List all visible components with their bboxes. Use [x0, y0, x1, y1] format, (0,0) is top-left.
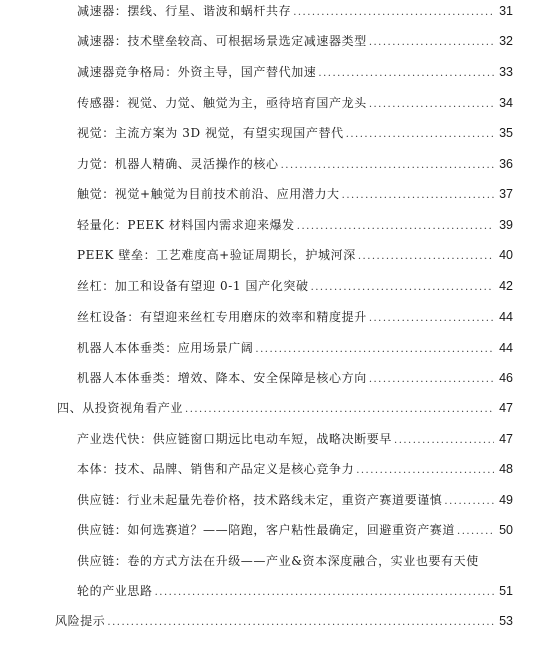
toc-entry[interactable]	[0, 367, 549, 389]
toc-page-number: 35	[499, 126, 513, 140]
toc-leader-dots	[369, 94, 494, 116]
toc-entry[interactable]	[0, 30, 549, 52]
toc-page-number: 40	[499, 248, 513, 262]
toc-page-number: 36	[499, 157, 513, 171]
toc-leader-dots	[369, 308, 494, 330]
toc-entry-title: 供应链：如何选赛道？——陪跑，客户粘性最确定，回避重资产赛道	[77, 523, 456, 537]
toc-page-number: 44	[499, 310, 513, 324]
toc-page-number: 42	[499, 279, 513, 293]
toc-leader-dots	[444, 491, 494, 513]
toc-entry-title: 丝杠：加工和设备有望迎 0-1 国产化突破	[77, 279, 309, 293]
toc-section-title: 四、从投资视角看产业	[57, 401, 184, 415]
toc-page-number: 44	[499, 341, 513, 355]
toc-leader-dots	[342, 185, 494, 207]
toc-entry[interactable]	[0, 122, 549, 144]
toc-entry[interactable]	[0, 489, 549, 511]
toc-entry-title: 视觉：主流方案为 3D 视觉，有望实现国产替代	[77, 126, 344, 140]
toc-entry[interactable]	[0, 337, 549, 359]
toc-page-number: 39	[499, 218, 513, 232]
toc-entry[interactable]	[0, 275, 549, 297]
toc-page-number: 46	[499, 371, 513, 385]
toc-entry-title: 减速器：摆线、行星、谐波和蜗杆共存	[77, 4, 292, 18]
toc-page-number: 51	[499, 584, 513, 598]
toc-entry-title: PEEK 壁垒：工艺难度高+验证周期长，护城河深	[77, 248, 356, 262]
toc-entry-title: 丝杠设备：有望迎来丝杠专用磨床的效率和精度提升	[77, 310, 367, 324]
toc-page-number: 33	[499, 65, 513, 79]
toc-leader-dots	[281, 155, 494, 177]
toc-page-number: 48	[499, 462, 513, 476]
toc-risk-title: 风险提示	[55, 614, 106, 628]
toc-leader-dots	[358, 246, 494, 268]
toc-entry[interactable]	[0, 519, 549, 541]
toc-leader-dots	[346, 124, 494, 146]
toc-leader-dots	[457, 521, 494, 543]
toc-entry-title: 传感器：视觉、力觉、触觉为主，亟待培育国产龙头	[77, 96, 367, 110]
toc-entry-title-line2: 轮的产业思路	[77, 584, 153, 598]
toc-entry[interactable]	[0, 428, 549, 450]
toc-entry[interactable]	[0, 153, 549, 175]
toc-page-number: 34	[499, 96, 513, 110]
toc-entry-title: 供应链：行业未起量先卷价格，技术路线未定，重资产赛道要谨慎	[77, 493, 443, 507]
toc-entry-title: 机器人本体垂类：增效、降本、安全保障是核心方向	[77, 371, 367, 385]
toc-page-number: 32	[499, 34, 513, 48]
toc-page-number: 49	[499, 493, 513, 507]
toc-entry-title-line1: 供应链：卷的方式方法在升级——产业&资本深度融合，实业也要有天使	[77, 554, 479, 568]
toc-leader-dots	[356, 460, 494, 482]
toc-leader-dots	[107, 612, 494, 634]
toc-section-heading[interactable]	[0, 397, 549, 419]
toc-leader-dots	[311, 277, 494, 299]
toc-leader-dots	[369, 32, 494, 54]
toc-entry[interactable]	[0, 0, 549, 22]
toc-entry[interactable]	[0, 183, 549, 205]
toc-entry-title: 触觉：视觉+触觉为目前技术前沿、应用潜力大	[77, 187, 340, 201]
toc-entry-wrapped-continuation[interactable]	[0, 580, 549, 602]
toc-leader-dots	[155, 582, 494, 604]
toc-entry[interactable]	[0, 458, 549, 480]
toc-entry-wrapped[interactable]	[0, 550, 549, 572]
toc-entry[interactable]	[0, 306, 549, 328]
toc-entry-title: 轻量化：PEEK 材料国内需求迎来爆发	[77, 218, 295, 232]
toc-leader-dots	[318, 63, 494, 85]
toc-entry-title: 产业迭代快：供应链窗口期远比电动车短，战略决断要早	[77, 432, 393, 446]
toc-risk-heading[interactable]	[0, 610, 549, 632]
toc-page-number: 53	[499, 614, 513, 628]
toc-leader-dots	[185, 399, 494, 421]
toc-entry-title: 力觉：机器人精确、灵活操作的核心	[77, 157, 279, 171]
toc-entry[interactable]	[0, 244, 549, 266]
toc-page-number: 31	[499, 4, 513, 18]
toc-leader-dots	[297, 216, 494, 238]
toc-leader-dots	[293, 2, 494, 24]
toc-page-number: 47	[499, 432, 513, 446]
toc-entry-title: 机器人本体垂类：应用场景广阔	[77, 341, 254, 355]
toc-entry[interactable]	[0, 214, 549, 236]
toc-leader-dots	[369, 369, 494, 391]
toc-leader-dots	[255, 339, 494, 361]
toc-entry[interactable]	[0, 92, 549, 114]
toc-entry-title: 减速器竞争格局：外资主导，国产替代加速	[77, 65, 317, 79]
toc-entry[interactable]	[0, 61, 549, 83]
toc-page-number: 37	[499, 187, 513, 201]
toc-entry-title: 减速器：技术壁垒较高、可根据场景选定减速器类型	[77, 34, 367, 48]
toc-page-number: 50	[499, 523, 513, 537]
toc-leader-dots	[394, 430, 494, 452]
toc-entry-title: 本体：技术、品牌、销售和产品定义是核心竞争力	[77, 462, 355, 476]
toc-page-number: 47	[499, 401, 513, 415]
